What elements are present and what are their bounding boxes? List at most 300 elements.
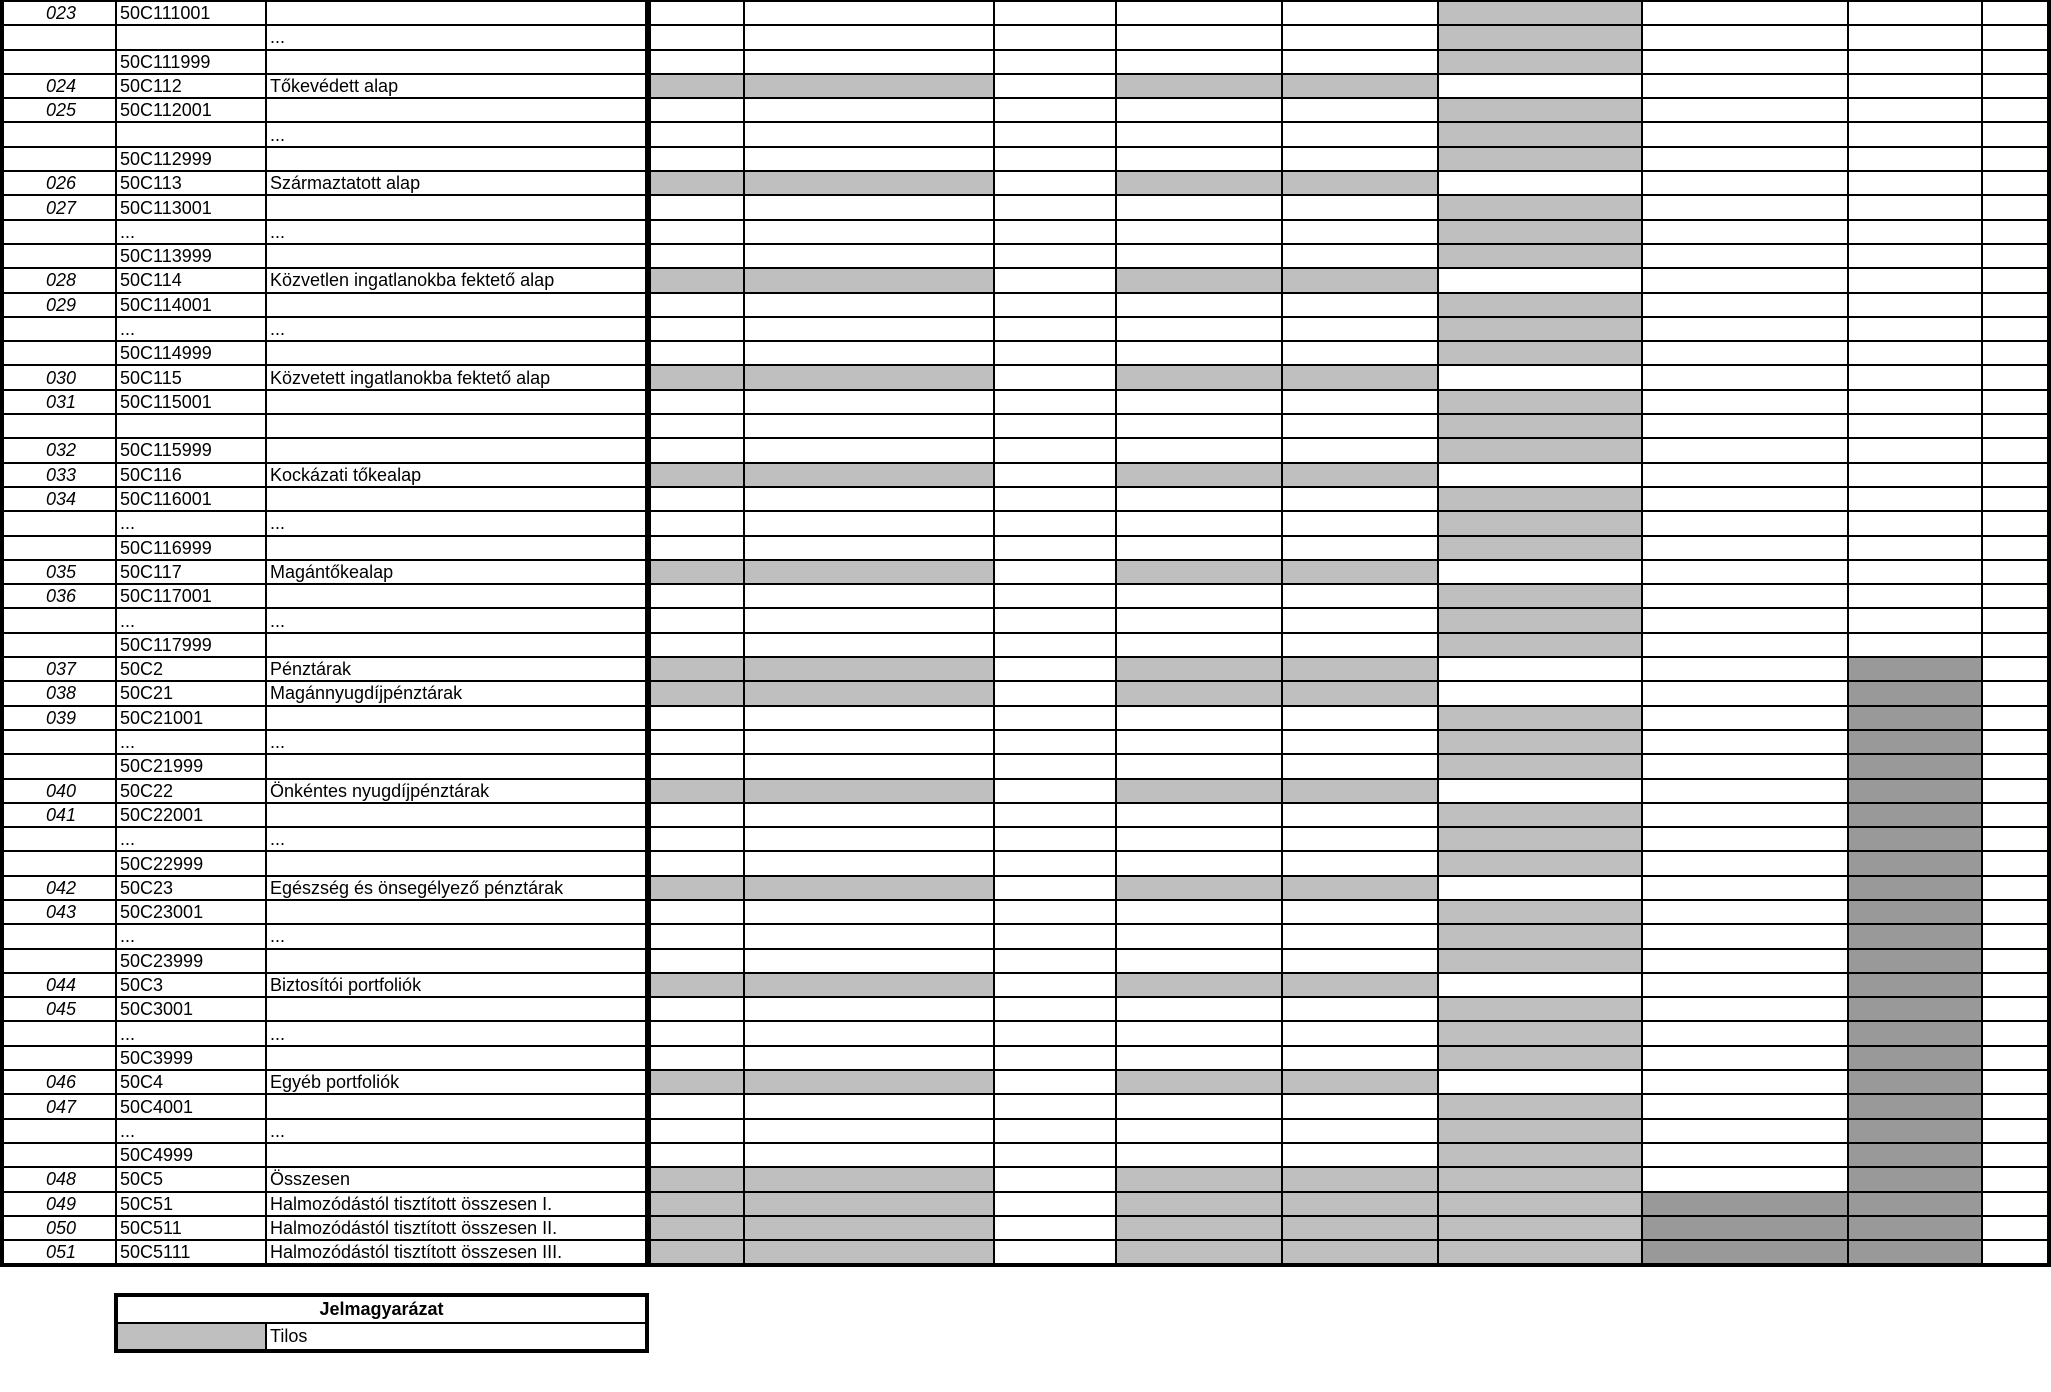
data-cell [1642, 195, 1848, 219]
data-cell [1848, 98, 1982, 122]
row-number: 024 [2, 74, 116, 98]
row-code: 50C115 [116, 365, 266, 389]
row-number: 045 [2, 997, 116, 1021]
data-cell [1982, 341, 2049, 365]
dark-cell [1848, 730, 1982, 754]
table-row [2, 220, 2049, 244]
table-row [2, 900, 2049, 924]
row-number [2, 25, 116, 49]
row-code: 50C114001 [116, 293, 266, 317]
data-cell [744, 633, 994, 657]
row-number [2, 536, 116, 560]
row-code: 50C116001 [116, 487, 266, 511]
dark-cell [1848, 1240, 1982, 1265]
forbidden-cell [1116, 560, 1282, 584]
data-cell [744, 220, 994, 244]
row-code: 50C5111 [116, 1240, 266, 1265]
row-number [2, 1046, 116, 1070]
row-number: 043 [2, 900, 116, 924]
data-cell [1282, 608, 1438, 632]
data-cell [1282, 827, 1438, 851]
data-cell [1848, 584, 1982, 608]
data-cell [648, 195, 744, 219]
forbidden-cell [1116, 1192, 1282, 1216]
table-row [2, 924, 2049, 948]
data-cell [744, 390, 994, 414]
data-cell [994, 25, 1116, 49]
data-cell [1116, 147, 1282, 171]
dark-cell [1848, 900, 1982, 924]
table-row [2, 1021, 2049, 1045]
row-name [266, 1046, 648, 1070]
data-cell [1982, 74, 2049, 98]
data-cell [1982, 924, 2049, 948]
data-cell [744, 924, 994, 948]
data-cell [648, 803, 744, 827]
row-code: 50C115001 [116, 390, 266, 414]
row-number: 028 [2, 268, 116, 292]
table-row [2, 293, 2049, 317]
data-cell [1642, 876, 1848, 900]
data-cell [1848, 365, 1982, 389]
dark-cell [1848, 1094, 1982, 1118]
data-cell [994, 1021, 1116, 1045]
forbidden-cell [744, 365, 994, 389]
row-name [266, 414, 648, 438]
forbidden-cell [1282, 1192, 1438, 1216]
data-cell [1848, 317, 1982, 341]
row-code: 50C22999 [116, 851, 266, 875]
row-number: 038 [2, 681, 116, 705]
data-cell [744, 487, 994, 511]
row-name: Összesen [266, 1167, 648, 1191]
row-number: 047 [2, 1094, 116, 1118]
data-cell [1642, 268, 1848, 292]
data-cell [1282, 1046, 1438, 1070]
data-cell [994, 1192, 1116, 1216]
table-row [2, 341, 2049, 365]
row-number: 049 [2, 1192, 116, 1216]
row-code: 50C5 [116, 1167, 266, 1191]
forbidden-cell [1438, 98, 1642, 122]
data-cell [648, 754, 744, 778]
data-cell [1982, 803, 2049, 827]
data-cell [1642, 244, 1848, 268]
data-cell [994, 365, 1116, 389]
row-name: Halmozódástól tisztított összesen III. [266, 1240, 648, 1265]
data-cell [1642, 754, 1848, 778]
data-cell [994, 973, 1116, 997]
data-cell [1282, 244, 1438, 268]
data-cell [744, 900, 994, 924]
data-cell [994, 1216, 1116, 1240]
row-code: ... [116, 608, 266, 632]
data-cell [1116, 98, 1282, 122]
data-cell [1982, 536, 2049, 560]
row-name: ... [266, 1119, 648, 1143]
data-cell [1282, 536, 1438, 560]
data-cell [1848, 487, 1982, 511]
row-number: 031 [2, 390, 116, 414]
dark-cell [1848, 1119, 1982, 1143]
data-cell [648, 317, 744, 341]
data-cell [1438, 681, 1642, 705]
row-name [266, 244, 648, 268]
row-code: ... [116, 730, 266, 754]
table-row [2, 365, 2049, 389]
table-row [2, 560, 2049, 584]
data-cell [1982, 633, 2049, 657]
row-name: Közvetlen ingatlanokba fektető alap [266, 268, 648, 292]
forbidden-cell [1438, 220, 1642, 244]
table-row [2, 511, 2049, 535]
row-number [2, 147, 116, 171]
data-cell [1642, 293, 1848, 317]
row-code: 50C4001 [116, 1094, 266, 1118]
row-code: 50C117999 [116, 633, 266, 657]
data-cell [648, 900, 744, 924]
forbidden-cell [1282, 560, 1438, 584]
table-body [2, 1, 2049, 1265]
table-row [2, 317, 2049, 341]
data-cell [1982, 1021, 2049, 1045]
data-cell [744, 997, 994, 1021]
data-cell [744, 730, 994, 754]
forbidden-cell [744, 463, 994, 487]
forbidden-cell [744, 1216, 994, 1240]
data-cell [1438, 779, 1642, 803]
data-cell [648, 98, 744, 122]
forbidden-cell [648, 681, 744, 705]
data-cell [1982, 949, 2049, 973]
forbidden-cell [1282, 74, 1438, 98]
data-cell [994, 74, 1116, 98]
data-cell [1642, 900, 1848, 924]
forbidden-cell [744, 657, 994, 681]
data-cell [1848, 633, 1982, 657]
table-row [2, 1046, 2049, 1070]
forbidden-cell [1438, 390, 1642, 414]
forbidden-cell [1116, 657, 1282, 681]
forbidden-cell [1438, 584, 1642, 608]
forbidden-cell [744, 876, 994, 900]
data-cell [1848, 74, 1982, 98]
data-cell [1116, 487, 1282, 511]
row-code [116, 122, 266, 146]
row-number: 040 [2, 779, 116, 803]
data-cell [1116, 438, 1282, 462]
data-cell [994, 949, 1116, 973]
data-cell [994, 438, 1116, 462]
data-cell [994, 1094, 1116, 1118]
forbidden-cell [1116, 876, 1282, 900]
data-cell [1438, 560, 1642, 584]
data-cell [648, 25, 744, 49]
data-cell [1642, 827, 1848, 851]
forbidden-cell [1282, 1240, 1438, 1265]
dark-cell [1848, 1167, 1982, 1191]
data-cell [744, 341, 994, 365]
row-name: ... [266, 730, 648, 754]
data-cell [994, 657, 1116, 681]
forbidden-cell [1438, 1021, 1642, 1045]
forbidden-cell [648, 1167, 744, 1191]
table-row [2, 244, 2049, 268]
data-cell [1282, 195, 1438, 219]
row-code: 50C23999 [116, 949, 266, 973]
data-cell [1642, 74, 1848, 98]
data-cell [1982, 1143, 2049, 1167]
table-row [2, 122, 2049, 146]
row-name [266, 98, 648, 122]
forbidden-cell [1438, 50, 1642, 74]
data-cell [1982, 827, 2049, 851]
row-name [266, 390, 648, 414]
row-number: 051 [2, 1240, 116, 1265]
dark-cell [1848, 827, 1982, 851]
data-cell [1982, 511, 2049, 535]
forbidden-cell [1438, 25, 1642, 49]
forbidden-cell [1116, 681, 1282, 705]
data-cell [1642, 98, 1848, 122]
data-cell [994, 876, 1116, 900]
data-cell [1438, 171, 1642, 195]
data-cell [648, 827, 744, 851]
data-cell [994, 122, 1116, 146]
data-cell [1982, 171, 2049, 195]
row-code: 50C4 [116, 1070, 266, 1094]
row-name [266, 803, 648, 827]
data-cell [1982, 681, 2049, 705]
data-cell [1642, 536, 1848, 560]
data-cell [1642, 341, 1848, 365]
dark-cell [1848, 1143, 1982, 1167]
forbidden-cell [1438, 487, 1642, 511]
data-cell [1982, 268, 2049, 292]
table-row [2, 779, 2049, 803]
data-cell [1116, 195, 1282, 219]
data-cell [648, 390, 744, 414]
data-cell [1642, 317, 1848, 341]
row-number: 035 [2, 560, 116, 584]
data-cell [1848, 608, 1982, 632]
row-code: ... [116, 317, 266, 341]
data-cell [1642, 608, 1848, 632]
data-cell [744, 827, 994, 851]
forbidden-cell [1282, 268, 1438, 292]
forbidden-cell [744, 1070, 994, 1094]
data-cell [744, 608, 994, 632]
data-cell [1438, 1070, 1642, 1094]
data-cell [1982, 851, 2049, 875]
row-number [2, 827, 116, 851]
row-code: 50C23 [116, 876, 266, 900]
data-cell [648, 220, 744, 244]
data-cell [1116, 584, 1282, 608]
data-cell [994, 997, 1116, 1021]
dark-cell [1848, 1021, 1982, 1045]
row-number: 046 [2, 1070, 116, 1094]
forbidden-cell [744, 1167, 994, 1191]
table-row [2, 463, 2049, 487]
table-row [2, 1119, 2049, 1143]
dark-cell [1848, 1192, 1982, 1216]
table-row [2, 584, 2049, 608]
row-name: Halmozódástól tisztított összesen II. [266, 1216, 648, 1240]
row-code: ... [116, 220, 266, 244]
data-cell [744, 147, 994, 171]
data-cell [744, 754, 994, 778]
dark-cell [1848, 997, 1982, 1021]
data-cell [1982, 50, 2049, 74]
forbidden-cell [1438, 1216, 1642, 1240]
row-number [2, 50, 116, 74]
data-cell [1282, 390, 1438, 414]
table-row [2, 171, 2049, 195]
row-name: Egyéb portfoliók [266, 1070, 648, 1094]
data-cell [1848, 50, 1982, 74]
data-cell [744, 293, 994, 317]
row-code: 50C116999 [116, 536, 266, 560]
data-cell [1982, 414, 2049, 438]
data-cell [1116, 1046, 1282, 1070]
row-name: ... [266, 122, 648, 146]
data-cell [1982, 973, 2049, 997]
data-cell [1116, 293, 1282, 317]
data-cell [1982, 487, 2049, 511]
table-row [2, 487, 2049, 511]
dark-cell [1848, 949, 1982, 973]
dark-cell [1642, 1240, 1848, 1265]
data-cell [1982, 1192, 2049, 1216]
dark-cell [1848, 657, 1982, 681]
data-cell [1642, 779, 1848, 803]
data-cell [994, 414, 1116, 438]
row-number: 027 [2, 195, 116, 219]
row-name: Magántőkealap [266, 560, 648, 584]
row-name [266, 293, 648, 317]
row-number [2, 924, 116, 948]
row-number [2, 1021, 116, 1045]
data-cell [1282, 147, 1438, 171]
data-cell [1116, 608, 1282, 632]
data-cell [1282, 900, 1438, 924]
row-number: 025 [2, 98, 116, 122]
table-row [2, 414, 2049, 438]
row-number [2, 220, 116, 244]
forbidden-cell [648, 876, 744, 900]
row-name: ... [266, 827, 648, 851]
data-cell [994, 730, 1116, 754]
forbidden-cell [1116, 171, 1282, 195]
data-cell [648, 122, 744, 146]
data-cell [648, 536, 744, 560]
row-code: ... [116, 1119, 266, 1143]
forbidden-cell [1438, 706, 1642, 730]
table-row [2, 1167, 2049, 1191]
data-cell [1282, 98, 1438, 122]
data-cell [1116, 706, 1282, 730]
data-cell [994, 633, 1116, 657]
forbidden-cell [1282, 657, 1438, 681]
row-number: 044 [2, 973, 116, 997]
forbidden-cell [1438, 754, 1642, 778]
row-name [266, 997, 648, 1021]
row-name [266, 1094, 648, 1118]
data-cell [994, 317, 1116, 341]
data-cell [994, 1070, 1116, 1094]
forbidden-cell [1282, 876, 1438, 900]
forbidden-cell [1438, 1046, 1642, 1070]
data-cell [1116, 220, 1282, 244]
table-row [2, 74, 2049, 98]
data-cell [994, 779, 1116, 803]
data-cell [994, 827, 1116, 851]
forbidden-cell [648, 657, 744, 681]
data-cell [744, 706, 994, 730]
table-row [2, 536, 2049, 560]
forbidden-cell [1116, 1240, 1282, 1265]
data-cell [1116, 827, 1282, 851]
forbidden-cell [1438, 1192, 1642, 1216]
data-cell [994, 681, 1116, 705]
data-cell [744, 1119, 994, 1143]
data-cell [1982, 438, 2049, 462]
data-cell [1282, 50, 1438, 74]
table-row [2, 1240, 2049, 1265]
data-cell [994, 536, 1116, 560]
data-cell [1116, 341, 1282, 365]
data-cell [994, 803, 1116, 827]
data-cell [1116, 924, 1282, 948]
legend [114, 1293, 649, 1353]
data-cell [994, 900, 1116, 924]
data-cell [744, 98, 994, 122]
data-cell [1848, 25, 1982, 49]
table-row [2, 25, 2049, 49]
data-cell [744, 1094, 994, 1118]
forbidden-cell [1438, 851, 1642, 875]
data-cell [648, 924, 744, 948]
data-cell [1848, 171, 1982, 195]
row-code: 50C115999 [116, 438, 266, 462]
data-cell [1848, 220, 1982, 244]
table-row [2, 1094, 2049, 1118]
row-number [2, 1119, 116, 1143]
data-cell [648, 633, 744, 657]
data-cell [744, 414, 994, 438]
data-cell [994, 220, 1116, 244]
data-cell [1642, 1143, 1848, 1167]
forbidden-cell [1438, 414, 1642, 438]
data-cell [1116, 50, 1282, 74]
row-code: 50C117 [116, 560, 266, 584]
data-cell [1982, 1070, 2049, 1094]
data-cell [1642, 584, 1848, 608]
row-number: 037 [2, 657, 116, 681]
forbidden-cell [1116, 463, 1282, 487]
data-cell [744, 195, 994, 219]
dark-cell [1848, 706, 1982, 730]
row-number [2, 608, 116, 632]
row-code: 50C2 [116, 657, 266, 681]
data-cell [1982, 900, 2049, 924]
data-cell [648, 1, 744, 25]
data-cell [994, 171, 1116, 195]
data-cell [1848, 438, 1982, 462]
data-cell [1282, 803, 1438, 827]
data-cell [1282, 1143, 1438, 1167]
